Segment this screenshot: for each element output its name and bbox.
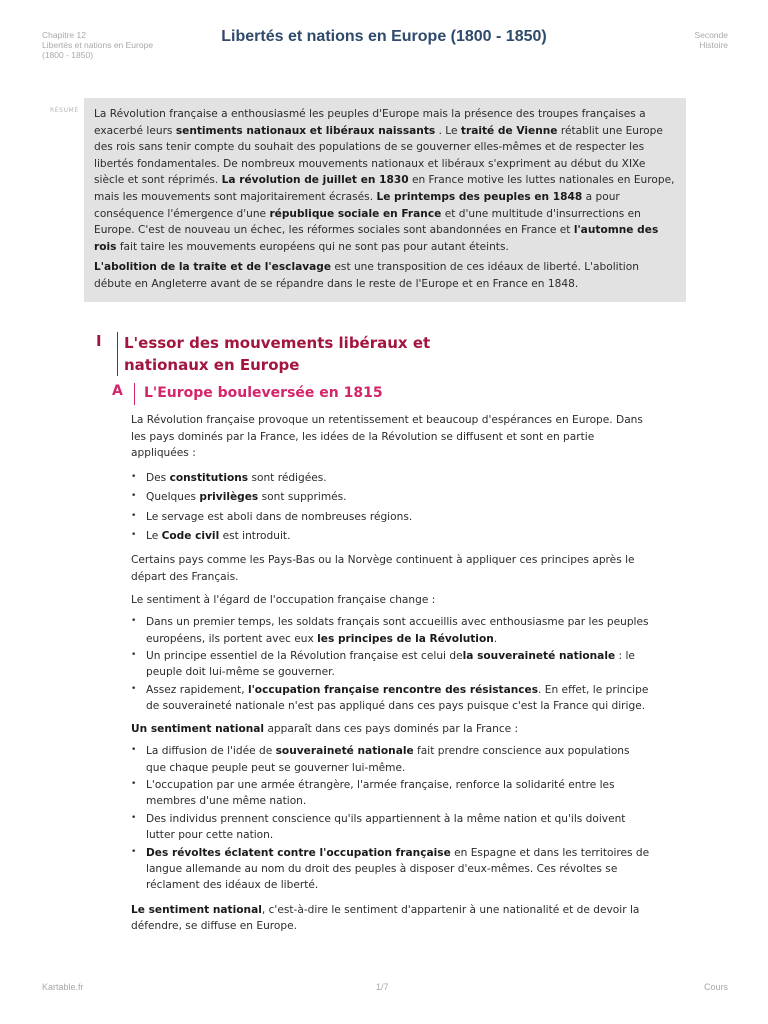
paragraph: Le sentiment à l'égard de l'occupation française change :	[131, 593, 436, 606]
subsection-number: A	[112, 383, 123, 399]
footer-doc-type: Cours	[703, 982, 728, 992]
list-item: • Des individus prennent conscience qu'ils appartiennent à la même nation et qu'ils doivent lutter pour cette nation.	[131, 811, 651, 844]
bullet-list-1	[131, 470, 651, 545]
list-item: • Le Code civil est introduit.	[131, 528, 651, 544]
subsection-divider	[134, 383, 135, 405]
subject-label: Histoire	[699, 40, 728, 50]
section-number: I	[96, 332, 102, 350]
list-item: • L'occupation par une armée étrangère, l'armée française, renforce la solidarité entre les membres d'une même nation.	[131, 777, 651, 810]
footer-site: Kartable.fr	[42, 982, 84, 992]
list-item: • Le servage est aboli dans de nombreuses régions.	[131, 509, 651, 525]
resume-paragraph-1: La Révolution française a enthousiasmé les peuples d'Europe mais la présence des troupes françaises a exacerbé leurs sentiments nationaux et libéraux naissants . Le traité de Vienne rétablit une Europe des rois sans tenir compte du souhait des populations de se gouverner elles-mêmes et de respecter les libertés fondamentales. De nombreux mouvements nationaux et libéraux s'expriment au début du XIXe siècle et sont réprimés. La révolution de juillet en 1830 en France motive les luttes nationales en Europe, mais les mouvements sont majoritairement écrasés. Le printemps des peuples en 1848 a pour conséquence l'émergence d'une république sociale en France et d'une multitude d'insurrections en Europe. C'est de nouveau un échec, les réformes sociales sont abandonnées en France et l'automne des rois fait taire les mouvements européens qui ne sont pas pour autant éteints.	[94, 108, 675, 253]
list-item: • Des constitutions sont rédigées.	[131, 470, 651, 486]
course-content	[131, 412, 651, 935]
level-label: Seconde	[694, 30, 728, 40]
list-item: • Des révoltes éclatent contre l'occupation française en Espagne et dans les territoires de langue allemande au nom du droit des peuples à disposer d'eux-mêmes. Ces révoltes se réclament des idéaux de liberté.	[131, 845, 651, 894]
list-item: • La diffusion de l'idée de souveraineté nationale fait prendre conscience aux populations que chaque peuple peut se gouverner lui-même.	[131, 743, 651, 776]
chapter-title-line2: (1800 - 1850)	[42, 50, 94, 60]
page-title: Libertés et nations en Europe (1800 - 1850)	[221, 28, 547, 45]
list-item: • Un principe essentiel de la Révolution française est celui dela souveraineté nationale : le peuple doit lui-même se gouverner.	[131, 648, 651, 681]
paragraph: Certains pays comme les Pays-Bas ou la Norvège continuent à appliquer ces principes après le départ des Français.	[131, 554, 635, 583]
chapter-title-line1: Libertés et nations en Europe	[42, 40, 154, 50]
resume-label: RÉSUMÉ	[50, 107, 79, 114]
subsection-title: L'Europe bouleversée en 1815	[144, 385, 383, 401]
footer-page-number: 1/7	[376, 982, 389, 992]
section-title: L'essor des mouvements libéraux et nationaux en Europe	[124, 334, 431, 374]
intro-paragraph: La Révolution française provoque un retentissement et beaucoup d'espérances en Europe. Dans les pays dominés par la France, les idées de la Révolution se diffusent et sont en partie appliquées :	[131, 414, 643, 460]
section-divider	[117, 332, 118, 376]
list-item: • Dans un premier temps, les soldats français sont accueillis avec enthousiasme par les peuples européens, ils portent avec eux les principes de la Révolution.	[131, 614, 651, 647]
resume-paragraph-2: L'abolition de la traite et de l'esclavage est une transposition de ces idéaux de liberté. L'abolition débute en Angleterre avant de se répandre dans le reste de l'Europe et en France en 1848.	[94, 261, 639, 290]
list-item: • Quelques privilèges sont supprimés.	[131, 489, 651, 505]
chapter-number: Chapitre 12	[42, 30, 86, 40]
resume-box	[84, 98, 686, 302]
list-item: • Assez rapidement, l'occupation française rencontre des résistances. En effet, le principe de souveraineté nationale n'est pas appliqué dans ces pays puisque c'est la France qui dirige.	[131, 682, 651, 715]
bullet-list-2	[131, 614, 651, 714]
paragraph: Un sentiment national apparaît dans ces pays dominés par la France :	[131, 722, 519, 735]
bullet-list-3	[131, 743, 651, 894]
course-info	[694, 30, 728, 50]
paragraph: Le sentiment national, c'est-à-dire le sentiment d'appartenir à une nationalité et de devoir la défendre, se diffuse en Europe.	[131, 903, 640, 933]
